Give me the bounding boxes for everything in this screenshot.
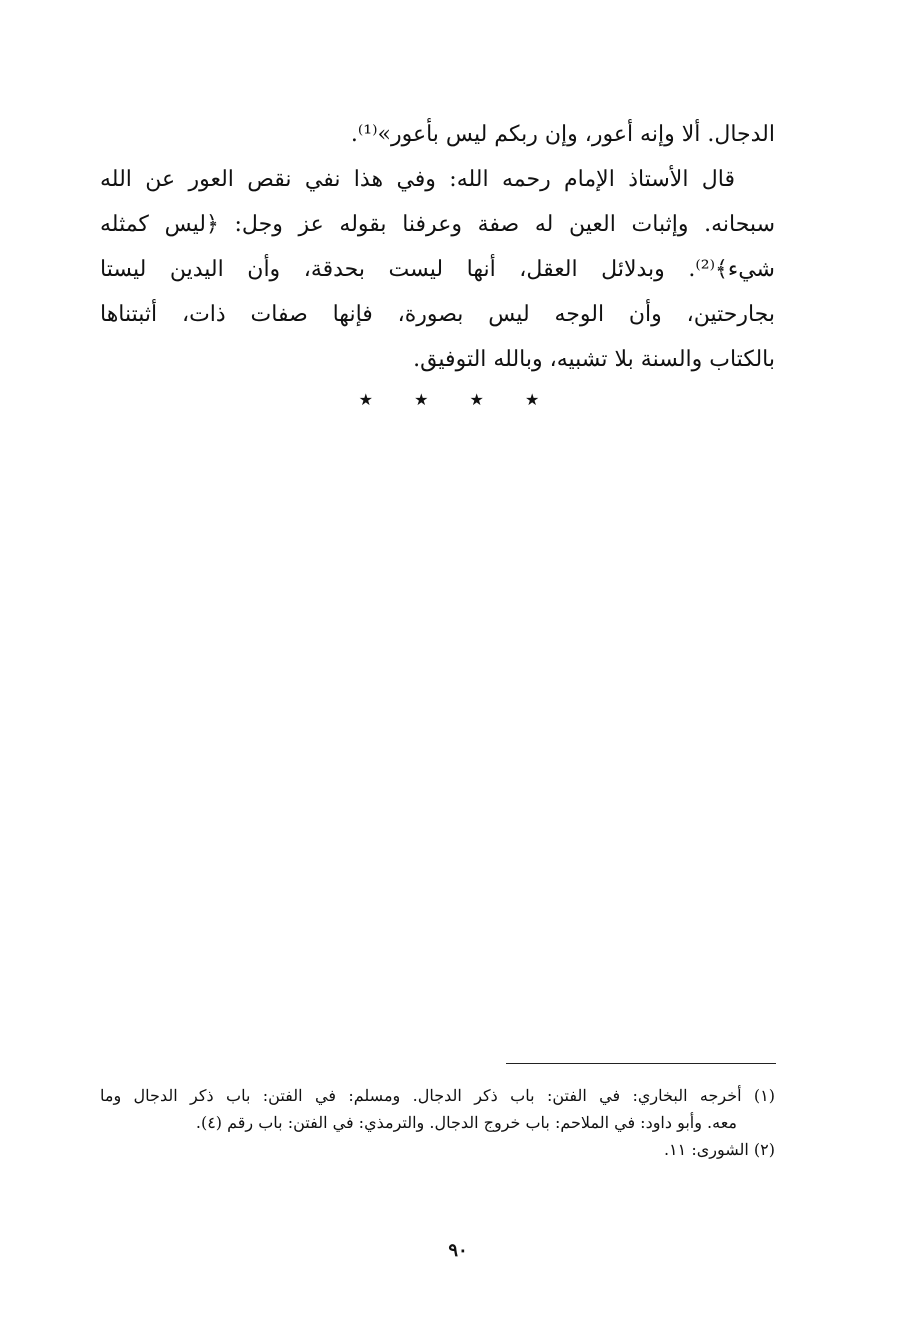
footnotes xyxy=(100,1082,775,1163)
text-line-4: شيء﴾⁽²⁾. وبدلائل العقل، أنها ليست بحدقة، وأن اليدين ليستا xyxy=(100,257,775,282)
page-number: ٩٠ xyxy=(448,1240,468,1261)
text-line-5: بجارحتين، وأن الوجه ليس بصورة، فإنها صفات ذات، أثبتناها xyxy=(100,302,775,327)
text-line-3: سبحانه. وإثبات العين له صفة وعرفنا بقوله عز وجل: ﴿ليس كمثله xyxy=(100,212,775,237)
footnote-2: (٢) الشورى: ١١. xyxy=(663,1140,775,1159)
text-line-6: بالكتاب والسنة بلا تشبيه، وبالله التوفيق. xyxy=(413,347,775,372)
footnote-1-line-2: معه. وأبو داود: في الملاحم: باب خروج الدجال. والترمذي: في الفتن: باب رقم (٤). xyxy=(195,1113,737,1132)
footnote-1-line-1: (١) أخرجه البخاري: في الفتن: باب ذكر الدجال. ومسلم: في الفتن: باب ذكر الدجال وما xyxy=(100,1086,775,1105)
footnote-divider xyxy=(506,1063,776,1064)
text-line-2: قال الأستاذ الإمام رحمه الله: وفي هذا نفي نقص العور عن الله xyxy=(100,167,735,192)
section-separator-stars: ★ ★ ★ ★ xyxy=(358,390,558,409)
main-text xyxy=(100,112,775,382)
text-line-1: الدجال. ألا وإنه أعور، وإن ربكم ليس بأعور»⁽¹⁾. xyxy=(350,122,775,147)
